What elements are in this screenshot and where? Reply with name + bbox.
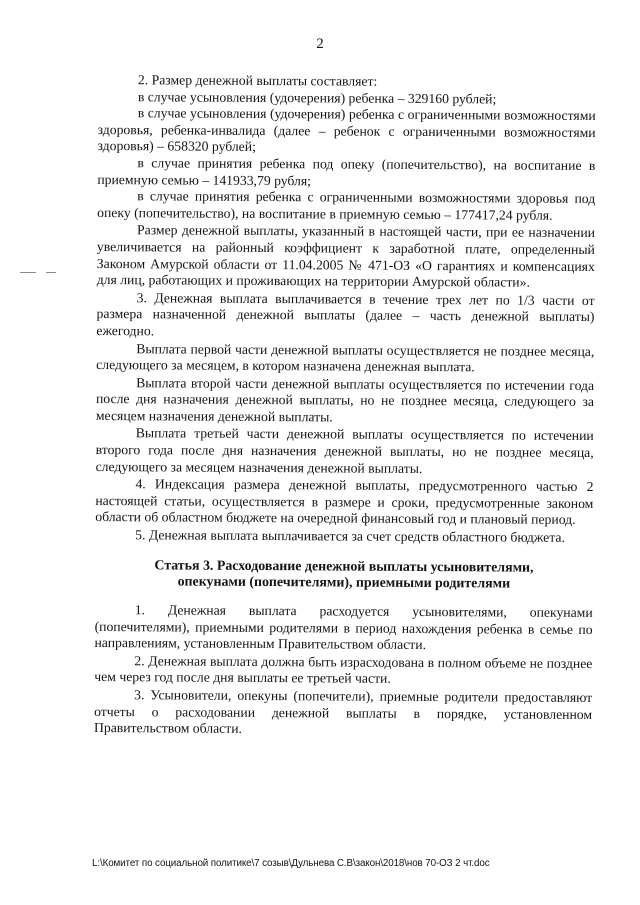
paragraph: Выплата второй части денежной выплаты осуществляется по истечении года после дня назначения денежной выплаты, но не позднее месяца, следующего за месяцем назначения денежной выплаты.: [95, 374, 595, 425]
paragraph: в случае принятия ребенка под опеку (попечительство), на воспитание в приемную семью – 141933,79 рубля;: [97, 155, 596, 188]
paragraph: Размер денежной выплаты, указанный в настоящей части, при ее назначении увеличивается на районный коэффициент к заработной плате, определенный Законом Амурской области от 11.04.2005 № 471-ОЗ «О гарантиях и компенсациях для лиц, работающих и проживающих на территории Амурской области».: [96, 222, 596, 290]
article-heading-line: Статья 3. Расходование денежной выплаты усыновителями,: [154, 557, 534, 576]
scan-mark-left: [20, 272, 36, 273]
paragraph: Выплата третьей части денежной выплаты осуществляется по истечении второго года после дня назначения денежной выплаты, но не позднее месяца, следующего за месяцем назначения денежной выплаты.: [95, 425, 594, 476]
paragraph: в случае усыновления (удочерения) ребенка – 329160 рублей;: [137, 88, 497, 107]
paragraph: 3. Денежная выплата выплачивается в течение трех лет по 1/3 части от размера назначенной денежной выплаты (далее – часть денежной выплаты) ежегодно.: [96, 289, 595, 339]
paragraph: 3. Усыновители, опекуны (попечители), приемные родители предоставляют отчеты о расходовании денежной выплаты в порядке, установленном Правительством области.: [93, 687, 593, 737]
scan-mark-left-2: [46, 272, 56, 273]
article-heading-line: опекунами (попечителями), приемными родителями: [177, 574, 511, 592]
paragraph: 2. Денежная выплата должна быть израсходована в полном объеме не позднее чем через год после дня выплаты ее третьей части.: [94, 653, 593, 687]
paragraph: в случае усыновления (удочерения) ребенка с ограниченными возможностями здоровья, ребенка-инвалида (далее – ребенок с ограниченными возможностями здоровья) – 658320 рублей;: [97, 105, 596, 155]
document-body: [94, 72, 596, 740]
paragraph: 4. Индексация размера денежной выплаты, предусмотренного частью 2 настоящей статьи, осуществляется в размере и сроки, предусмотренные законом области об областном бюджете на очередной финансовый год и плановый период.: [95, 476, 594, 528]
page-number: 2: [316, 36, 324, 52]
paragraph: в случае принятия ребенка с ограниченными возможностями здоровья под опеку (попечительство), на воспитание в приемную семью – 177417,24 рубля.: [97, 188, 596, 223]
file-path-footer: L:\Комитет по социальной политике\7 созыв\Дульнева С.В\закон\2018\нов 70-ОЗ 2 чт.doc: [92, 858, 490, 869]
paragraph: 5. Денежная выплата выплачивается за счет средств областного бюджета.: [135, 527, 565, 545]
paragraph: 1. Денежная выплата расходуется усыновителями, опекунами (попечителями), приемными родителями в период нахождения ребенка в семье по направлениям, установленным Правительством области.: [94, 602, 593, 653]
article-heading: [95, 558, 593, 593]
paragraph: Выплата первой части денежной выплаты осуществляется не позднее месяца, следующего за месяцем, в котором назначена денежная выплата.: [96, 340, 595, 375]
paragraph: 2. Размер денежной выплаты составляет:: [137, 72, 378, 89]
